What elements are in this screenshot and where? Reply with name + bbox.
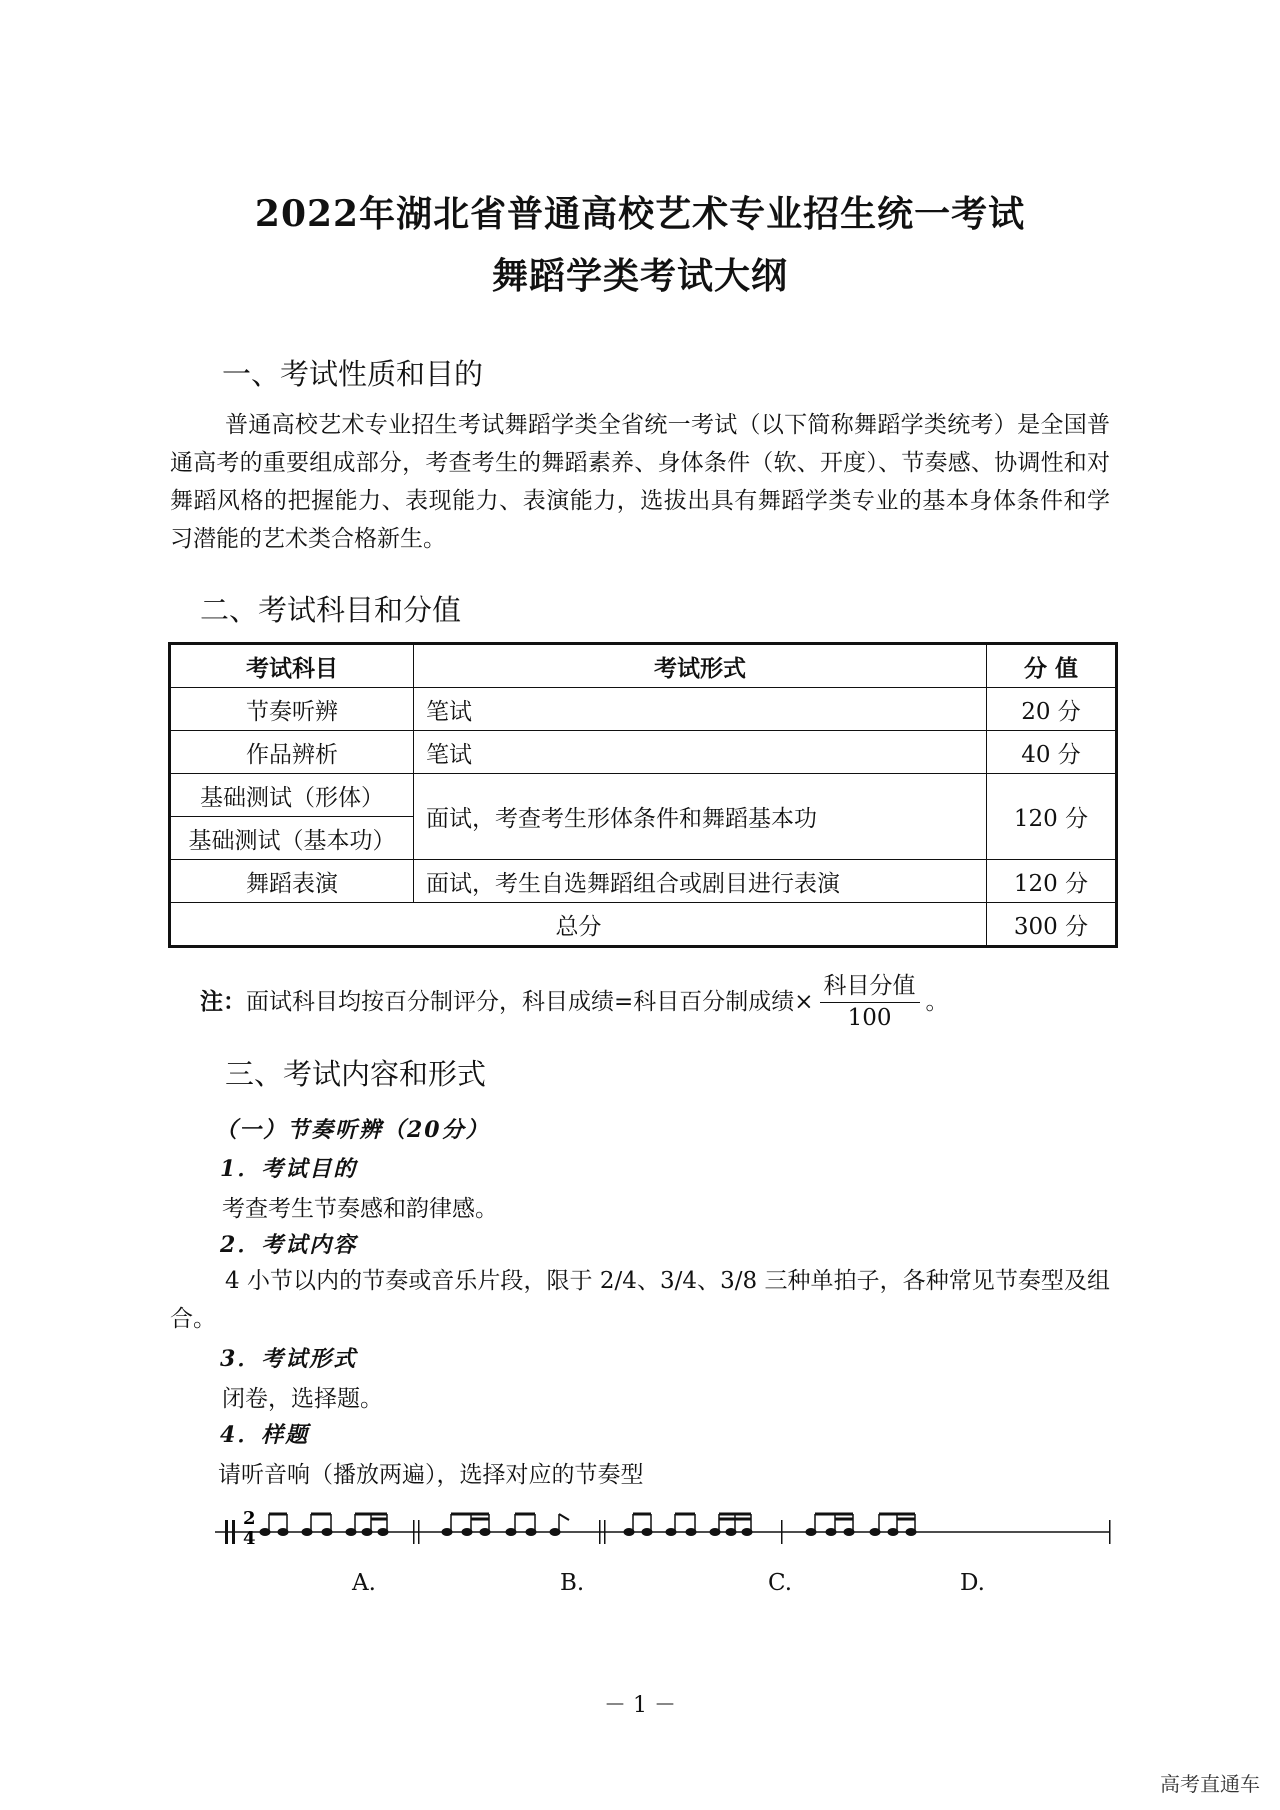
row-form: 面试，考查考生形体条件和舞蹈基本功 — [414, 774, 987, 860]
part1-heading: （一）节奏听辨（20分） — [215, 1117, 490, 1143]
item3-text: 闭卷，选择题。 — [222, 1386, 383, 1412]
item4-heading: 4．样题 — [220, 1422, 310, 1448]
table-header-row — [170, 644, 1117, 688]
option-b-label: B. — [560, 1570, 585, 1596]
row-score: 40 分 — [987, 731, 1117, 774]
table-row — [170, 731, 1117, 774]
score-table — [168, 642, 1118, 948]
row-form: 笔试 — [414, 688, 987, 731]
total-score: 300 分 — [987, 903, 1117, 947]
table-row — [170, 860, 1117, 903]
end-barline — [1109, 1520, 1111, 1544]
row-subject: 节奏听辨 — [170, 688, 414, 731]
fraction-numerator: 科目分值 — [820, 967, 920, 1003]
rhythm-notation — [215, 1500, 1115, 1570]
total-label: 总分 — [170, 903, 987, 947]
header-score: 分 值 — [987, 644, 1117, 688]
option-d-label: D. — [960, 1570, 985, 1596]
note-prefix: 注： — [200, 987, 246, 1015]
note-fraction — [820, 967, 920, 1031]
option-c-label: C. — [768, 1570, 793, 1596]
note-text: 面试科目均按百分制评分，科目成绩=科目百分制成绩× — [246, 988, 814, 1015]
page-number: － 1 － — [604, 1693, 676, 1718]
barline — [599, 1520, 601, 1544]
item2-text: 4 小节以内的节奏或音乐片段，限于 2/4、3/4、3/8 三种单拍子，各种常见节奏型及组合。 — [170, 1268, 1110, 1332]
time-signature-top: 2 — [243, 1508, 256, 1529]
start-barline — [225, 1520, 228, 1544]
rhythm-option-a — [260, 1514, 388, 1536]
table-row — [170, 774, 1117, 817]
barline — [781, 1520, 783, 1544]
barline — [604, 1520, 606, 1544]
barline — [413, 1520, 415, 1544]
watermark-text: 高考直通车 — [1160, 1772, 1260, 1796]
item1-text: 考查考生节奏感和韵律感。 — [222, 1196, 498, 1222]
document-title-line2: 舞蹈学类考试大纲 — [491, 255, 788, 297]
section1-paragraph: 普通高校艺术专业招生考试舞蹈学类全省统一考试（以下简称舞蹈学类统考）是全国普通高考的重要组成部分，考查考生的舞蹈素养、身体条件（软、开度）、节奏感、协调性和对舞蹈风格的把握能力、表现能力、表演能力，选拔出具有舞蹈学类专业的基本身体条件和学习潜能的艺术类合格新生。 — [170, 412, 1110, 552]
barline — [418, 1520, 420, 1544]
row-score: 120 分 — [987, 774, 1117, 860]
start-barline — [232, 1520, 235, 1544]
row-form: 笔试 — [414, 731, 987, 774]
row-subject: 舞蹈表演 — [170, 860, 414, 903]
item1-heading: 1．考试目的 — [220, 1156, 358, 1182]
row-score: 20 分 — [987, 688, 1117, 731]
score-note — [200, 967, 949, 1031]
item4-text: 请听音响（播放两遍），选择对应的节奏型 — [218, 1462, 644, 1488]
time-signature-bottom: 4 — [243, 1528, 256, 1549]
section3-heading: 三、考试内容和形式 — [225, 1057, 487, 1091]
row-subject: 基础测试（形体） — [170, 774, 414, 817]
section1-heading: 一、考试性质和目的 — [222, 357, 484, 391]
item3-heading: 3．考试形式 — [220, 1346, 358, 1372]
table-total-row — [170, 903, 1117, 947]
table-row — [170, 688, 1117, 731]
section2-heading: 二、考试科目和分值 — [200, 593, 462, 627]
row-form: 面试，考生自选舞蹈组合或剧目进行表演 — [414, 860, 987, 903]
option-a-label: A. — [352, 1570, 376, 1596]
row-subject: 作品辨析 — [170, 731, 414, 774]
rhythm-option-c — [624, 1514, 752, 1536]
row-subject: 基础测试（基本功） — [170, 817, 414, 860]
header-form: 考试形式 — [414, 644, 987, 688]
note-suffix: 。 — [925, 988, 949, 1015]
row-score: 120 分 — [987, 860, 1117, 903]
item2-heading: 2．考试内容 — [220, 1232, 358, 1258]
fraction-denominator: 100 — [847, 1005, 892, 1031]
document-title-line1: 2022年湖北省普通高校艺术专业招生统一考试 — [254, 193, 1026, 235]
header-subject: 考试科目 — [170, 644, 414, 688]
